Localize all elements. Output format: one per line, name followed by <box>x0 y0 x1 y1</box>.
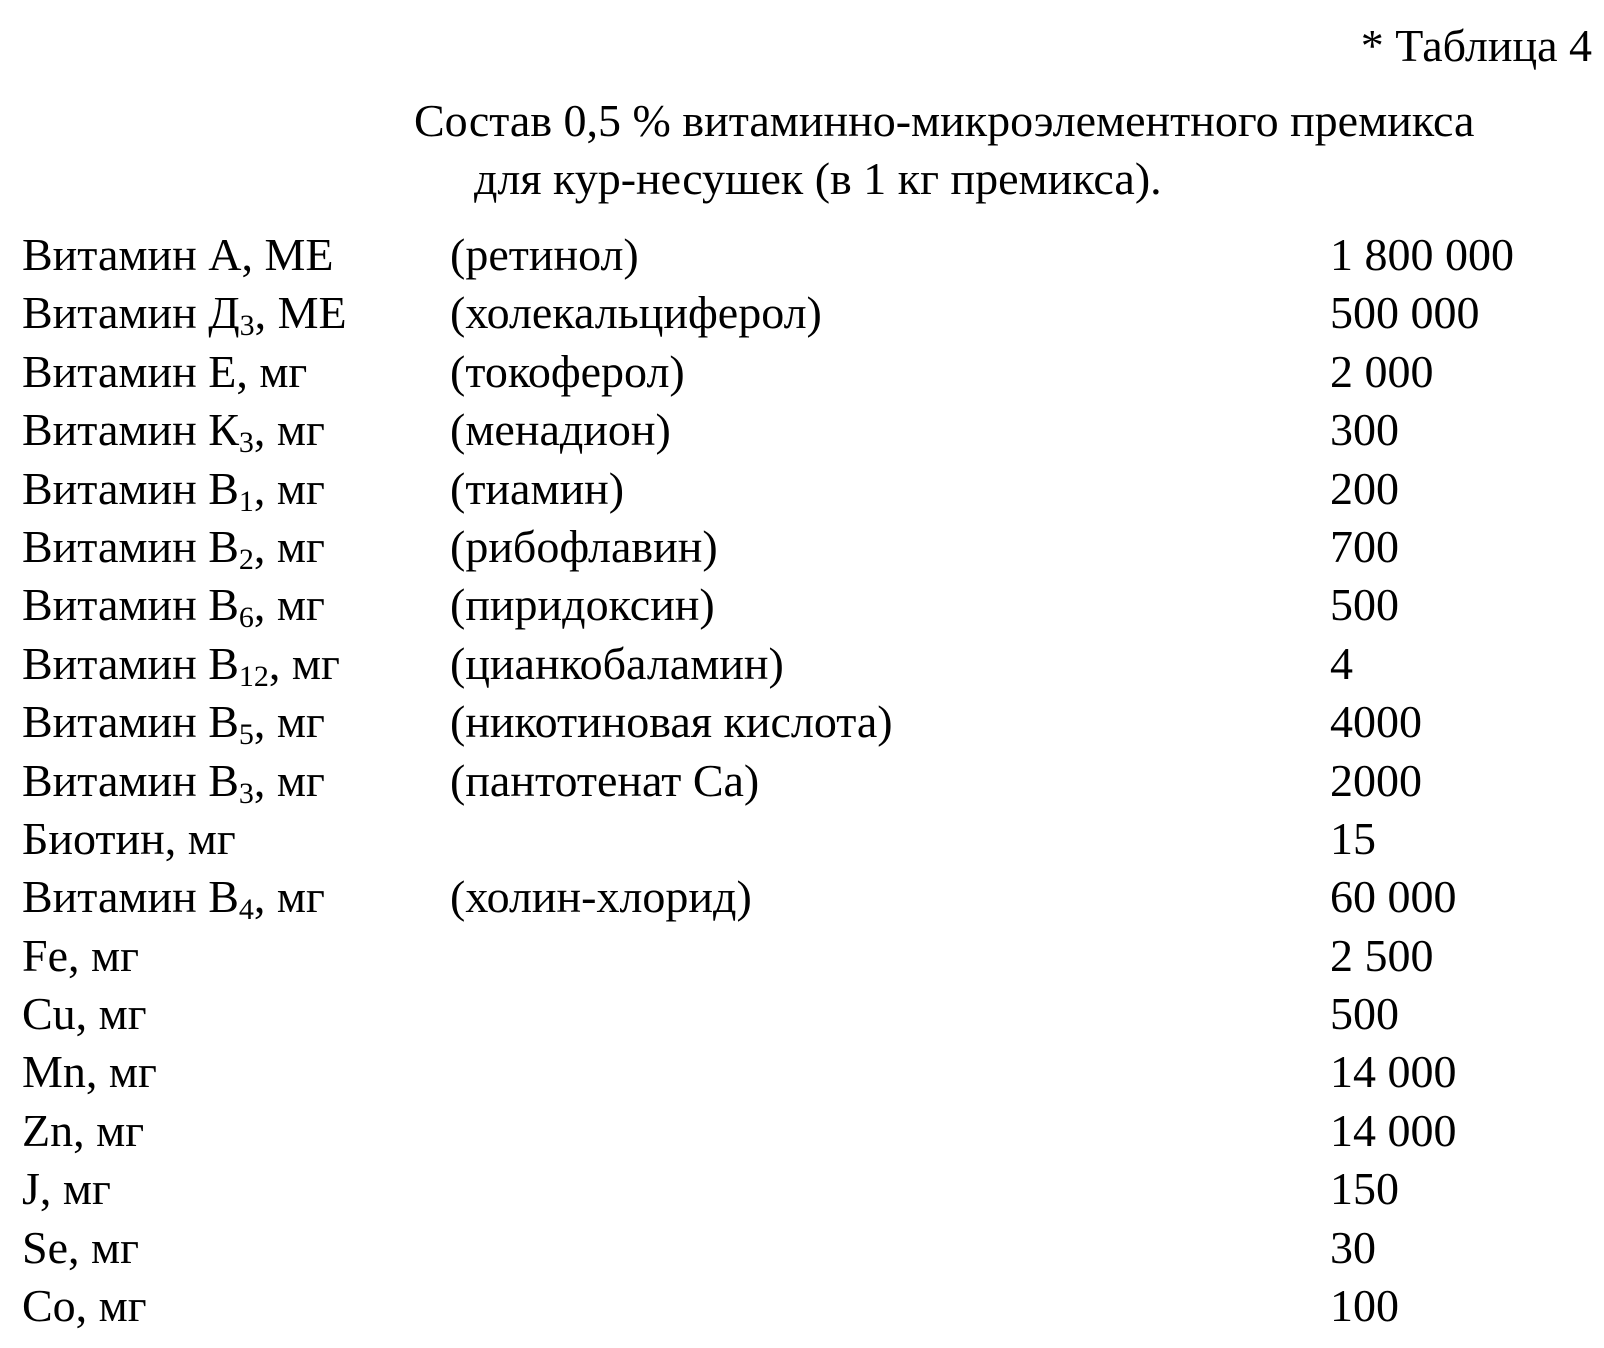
composition-row <box>0 868 1604 926</box>
component-value: 4 <box>1330 637 1353 689</box>
component-description: (пантотенат Са) <box>450 754 760 806</box>
component-name: Fe, мг <box>22 929 139 981</box>
component-name: Биотин, мг <box>22 812 236 864</box>
component-name: Co, мг <box>22 1280 147 1332</box>
component-value: 2000 <box>1330 754 1422 806</box>
composition-row <box>0 985 1604 1043</box>
component-name: Витамин $В_5$, мг <box>22 696 325 752</box>
component-value: 500 <box>1330 579 1399 631</box>
component-name: Mn, мг <box>22 1046 157 1098</box>
component-description: (цианкобаламин) <box>450 637 784 689</box>
component-value: 200 <box>1330 462 1399 514</box>
component-description: (пиридоксин) <box>450 579 715 631</box>
composition-row <box>0 752 1604 810</box>
component-name: Витамин $В_1$, мг <box>22 462 325 518</box>
component-name: Витамин $В_6$, мг <box>22 579 325 635</box>
component-value: 15 <box>1330 812 1376 864</box>
composition-row <box>0 927 1604 985</box>
component-name: Zn, мг <box>22 1104 145 1156</box>
component-value: 2 000 <box>1330 345 1434 397</box>
component-name: Витамин $В_3$, мг <box>22 754 325 810</box>
table-number: * Таблица 4 <box>1360 20 1592 71</box>
composition-row <box>0 1219 1604 1277</box>
composition-row <box>0 576 1604 634</box>
component-description: (рибофлавин) <box>450 520 718 572</box>
component-value: 500 000 <box>1330 287 1480 339</box>
component-value: 100 <box>1330 1280 1399 1332</box>
component-value: 2 500 <box>1330 929 1434 981</box>
composition-row <box>0 460 1604 518</box>
composition-row <box>0 401 1604 459</box>
component-description: (токоферол) <box>450 345 685 397</box>
component-description: (холин-хлорид) <box>450 871 752 923</box>
component-name: J, мг <box>22 1163 111 1215</box>
component-value: 4000 <box>1330 696 1422 748</box>
composition-row <box>0 1277 1604 1335</box>
component-name: Se, мг <box>22 1221 139 1273</box>
component-description: (менадион) <box>450 404 671 456</box>
composition-row <box>0 343 1604 401</box>
component-value: 1 800 000 <box>1330 229 1514 280</box>
component-value: 14 000 <box>1330 1046 1457 1098</box>
component-name: Витамин Е, мг <box>22 345 308 397</box>
component-name: Витамин А, МЕ <box>22 229 334 280</box>
component-value: 150 <box>1330 1163 1399 1215</box>
composition-row <box>0 226 1604 284</box>
composition-row <box>0 1160 1604 1218</box>
component-description: (тиамин) <box>450 462 625 514</box>
component-name: Витамин $К_3$, мг <box>22 404 325 460</box>
component-name: Cu, мг <box>22 988 147 1040</box>
component-value: 700 <box>1330 520 1399 572</box>
component-description: (холекальциферол) <box>450 287 822 339</box>
component-description: (ретинол) <box>450 229 639 280</box>
table-title-line-1: Состав 0,5 % витаминно-микроэлементного премикса <box>414 95 1475 146</box>
component-value: 500 <box>1330 988 1399 1040</box>
composition-row <box>0 810 1604 868</box>
composition-row <box>0 1102 1604 1160</box>
component-name: Витамин $В_2$, мг <box>22 520 325 576</box>
component-value: 30 <box>1330 1221 1376 1273</box>
table-title-line-2: для кур-несушек (в 1 кг премикса). <box>474 153 1162 204</box>
component-name: Витамин $В_{12}$, мг <box>22 637 340 693</box>
composition-row <box>0 518 1604 576</box>
composition-row <box>0 693 1604 751</box>
component-description: (никотиновая кислота) <box>450 696 893 748</box>
composition-row <box>0 1043 1604 1101</box>
composition-row <box>0 284 1604 342</box>
component-name: Витамин $В_4$, мг <box>22 871 325 927</box>
composition-row <box>0 635 1604 693</box>
premix-composition-list <box>0 226 1604 1335</box>
component-name: Витамин $Д_3$, МЕ <box>22 287 347 343</box>
component-value: 300 <box>1330 404 1399 456</box>
component-value: 14 000 <box>1330 1104 1457 1156</box>
component-value: 60 000 <box>1330 871 1457 923</box>
